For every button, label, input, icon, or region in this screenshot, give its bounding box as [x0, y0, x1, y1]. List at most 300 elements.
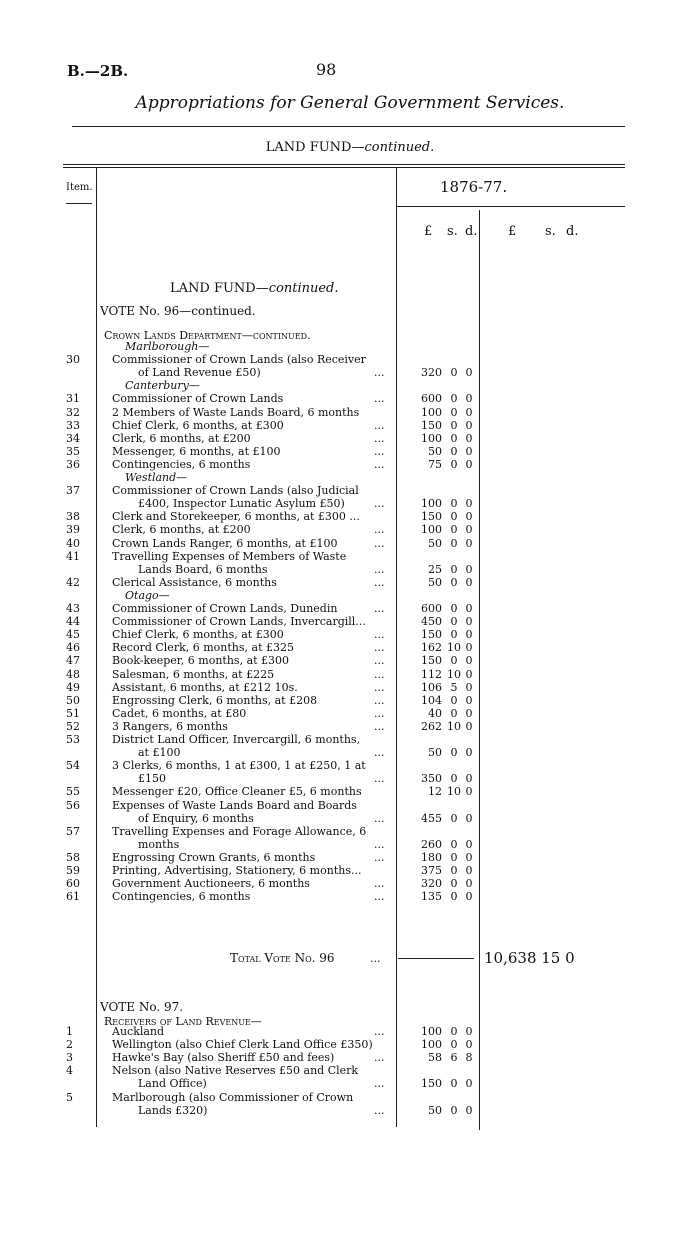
amount-pounds: 75	[428, 457, 442, 471]
item-number: 60	[66, 877, 80, 891]
item-description: Commissioner of Crown Lands (also Judicial	[112, 484, 359, 498]
item-description: Contingencies, 6 months	[112, 890, 251, 904]
amount-pence: 0	[465, 693, 473, 707]
item-number: 31	[66, 392, 80, 406]
leader-dots: ...	[374, 641, 385, 655]
table-row	[0, 603, 700, 615]
item-number: 46	[66, 641, 80, 655]
table-row	[0, 1039, 700, 1051]
amount-pence: 0	[465, 536, 473, 550]
amount-shillings: 0	[450, 746, 458, 760]
amount-pounds: 50	[428, 1103, 442, 1117]
amount-shillings: 5	[450, 680, 458, 694]
item-number: 57	[66, 824, 80, 838]
item-description: Clerk, 6 months, at £200	[112, 431, 251, 445]
leader-dots: ...	[374, 1025, 385, 1038]
section-heading-main: LAND FUND—	[170, 281, 269, 296]
item-description: Clerical Assistance, 6 months	[112, 575, 277, 589]
amount-pence: 0	[465, 418, 473, 432]
amount-pounds: 150	[421, 1077, 442, 1091]
vote-97-title: VOTE No. 97.	[100, 1000, 184, 1014]
leader-dots: ...	[374, 1051, 385, 1065]
amount-shillings: 0	[450, 890, 458, 904]
amount-pence: 0	[465, 444, 473, 458]
vote-96-title: VOTE No. 96—continued.	[100, 304, 256, 318]
item-number: 2	[66, 1038, 73, 1052]
amount-pence: 0	[465, 628, 473, 642]
item-description: Wellington (also Chief Clerk Land Office £350)	[112, 1038, 373, 1052]
table-row	[0, 1065, 700, 1077]
leader-dots: ...	[374, 444, 385, 458]
amount-pence: 0	[465, 890, 473, 904]
item-description: Messenger £20, Office Cleaner £5, 6 months	[112, 785, 362, 799]
leader-dots: ...	[374, 1103, 385, 1117]
page-number: 98	[316, 60, 337, 79]
amount-pence: 0	[465, 392, 473, 406]
table-row	[0, 760, 700, 772]
item-description: Engrossing Crown Grants, 6 months	[112, 850, 316, 864]
table-row	[0, 891, 700, 903]
amount-shillings: 0	[450, 850, 458, 864]
page-subtitle	[0, 140, 700, 155]
amount-pence: 8	[465, 1051, 473, 1065]
table-row	[0, 616, 700, 628]
pounds-header-2: £	[508, 224, 517, 239]
leader-dots: ...	[374, 654, 385, 668]
subtitle-main: LAND FUND—	[265, 140, 365, 155]
table-top-rule-2	[63, 167, 625, 168]
amount-pence: 0	[465, 837, 473, 851]
item-number: 43	[66, 602, 80, 615]
amount-pounds: 150	[421, 628, 442, 642]
leader-dots: ...	[374, 628, 385, 642]
amount-pence: 0	[465, 602, 473, 615]
amount-shillings: 0	[450, 706, 458, 720]
leader-dots: ...	[374, 667, 385, 681]
table-row	[0, 367, 700, 379]
item-description: Printing, Advertising, Stationery, 6 months...	[112, 864, 362, 877]
item-description: Westland—	[125, 471, 188, 484]
table-row	[0, 747, 700, 759]
subtitle-continued: continued.	[364, 140, 435, 155]
item-number: 4	[66, 1064, 73, 1078]
table-row	[0, 786, 700, 798]
section-heading-continued: continued.	[268, 281, 339, 296]
amount-pounds: 112	[421, 667, 442, 681]
table-top-rule	[63, 164, 625, 165]
table-row	[0, 642, 700, 654]
amount-shillings: 6	[450, 1051, 458, 1065]
shillings-header-1: s.	[447, 224, 458, 239]
amount-pounds: 100	[421, 497, 442, 511]
amount-shillings: 0	[450, 772, 458, 786]
amount-shillings: 10	[447, 667, 461, 681]
amount-pence: 0	[465, 431, 473, 445]
table-row	[0, 433, 700, 445]
item-number: 54	[66, 759, 80, 773]
amount-shillings: 0	[450, 654, 458, 668]
amount-pence: 0	[465, 366, 473, 380]
table-row	[0, 564, 700, 576]
vote-96-total-amount: 10,638 15 0	[484, 949, 575, 967]
item-number: 3	[66, 1051, 73, 1065]
table-row	[0, 1026, 700, 1038]
amount-pounds: 320	[421, 366, 442, 380]
pence-header-1: d.	[465, 224, 478, 239]
amount-pounds: 100	[421, 431, 442, 445]
amount-shillings: 0	[450, 444, 458, 458]
item-description: of Enquiry, 6 months	[138, 811, 254, 825]
item-description: Cadet, 6 months, at £80	[112, 706, 247, 720]
item-number: 39	[66, 523, 80, 537]
amount-pounds: 100	[421, 405, 442, 419]
item-description: Commissioner of Crown Lands, Invercargill...	[112, 615, 366, 629]
amount-shillings: 0	[450, 562, 458, 576]
item-description: Auckland	[112, 1025, 165, 1038]
table-row	[0, 878, 700, 890]
leader-dots: ...	[374, 1077, 385, 1091]
amount-pounds: 150	[421, 418, 442, 432]
item-number: 37	[66, 484, 80, 498]
table-row	[0, 538, 700, 550]
amount-pounds: 162	[421, 641, 442, 655]
table-row	[0, 1078, 700, 1090]
amount-pounds: 375	[421, 864, 442, 877]
item-description: Nelson (also Native Reserves £50 and Clerk	[112, 1064, 359, 1078]
year-underline	[396, 206, 625, 207]
table-row	[0, 577, 700, 589]
item-number: 36	[66, 457, 80, 471]
amount-shillings: 0	[450, 1038, 458, 1052]
amount-pounds: 600	[421, 392, 442, 406]
amount-pounds: 262	[421, 719, 442, 733]
amount-pounds: 100	[421, 1038, 442, 1052]
amount-pounds: 50	[428, 536, 442, 550]
item-column-header: Item.	[66, 182, 93, 193]
table-row	[0, 655, 700, 667]
item-description: District Land Officer, Invercargill, 6 months,	[112, 733, 361, 746]
item-description: of Land Revenue £50)	[138, 366, 261, 380]
amount-pence: 0	[465, 615, 473, 629]
table-row	[0, 695, 700, 707]
leader-dots: ...	[374, 877, 385, 891]
table-row	[0, 773, 700, 785]
amount-pounds: 600	[421, 602, 442, 615]
vote-97-department: Receivers of Land Revenue—	[104, 1015, 262, 1028]
amount-pounds: 40	[428, 706, 442, 720]
pounds-header-1: £	[424, 224, 433, 239]
amount-shillings: 0	[450, 877, 458, 891]
amount-shillings: 0	[450, 628, 458, 642]
item-number: 1	[66, 1025, 73, 1038]
table-row	[0, 708, 700, 720]
item-number: 55	[66, 785, 80, 799]
table-row	[0, 852, 700, 864]
item-description: £150	[138, 772, 166, 786]
item-description: Commissioner of Crown Lands (also Receiver	[112, 353, 366, 367]
table-row	[0, 800, 700, 812]
item-number: 47	[66, 654, 80, 668]
item-number: 48	[66, 667, 80, 681]
table-row	[0, 839, 700, 851]
amount-pence: 0	[465, 746, 473, 760]
table-row	[0, 472, 700, 484]
vote-96-department: Crown Lands Department—continued.	[104, 329, 311, 342]
amount-pounds: 50	[428, 575, 442, 589]
amount-shillings: 0	[450, 366, 458, 380]
item-number: 40	[66, 536, 80, 550]
item-number: 41	[66, 549, 80, 563]
table-row	[0, 446, 700, 458]
amount-shillings: 0	[450, 864, 458, 877]
item-description: 3 Rangers, 6 months	[112, 719, 228, 733]
table-row	[0, 354, 700, 366]
amount-pence: 0	[465, 1077, 473, 1091]
amount-pounds: 50	[428, 444, 442, 458]
item-number: 45	[66, 628, 80, 642]
item-description: Record Clerk, 6 months, at £325	[112, 641, 294, 655]
amount-pence: 0	[465, 864, 473, 877]
shillings-header-2: s.	[545, 224, 556, 239]
leader-dots: ...	[374, 418, 385, 432]
item-description: Government Auctioneers, 6 months	[112, 877, 310, 891]
item-number: 52	[66, 719, 80, 733]
title-rule	[72, 126, 625, 127]
pence-header-2: d.	[566, 224, 579, 239]
amount-shillings: 0	[450, 431, 458, 445]
amount-pounds: 135	[421, 890, 442, 904]
item-description: Assistant, 6 months, at £212 10s.	[112, 680, 298, 694]
amount-pence: 0	[465, 1025, 473, 1038]
table-row	[0, 1092, 700, 1104]
amount-pence: 0	[465, 523, 473, 537]
table-row	[0, 865, 700, 877]
item-number: 5	[66, 1090, 73, 1104]
item-description: Hawke's Bay (also Sheriff £50 and fees)	[112, 1051, 335, 1065]
leader-dots: ...	[374, 562, 385, 576]
amount-pounds: 260	[421, 837, 442, 851]
amount-pounds: 104	[421, 693, 442, 707]
vote-96-total-dots: ...	[370, 952, 381, 965]
item-number: 33	[66, 418, 80, 432]
item-description: Chief Clerk, 6 months, at £300	[112, 418, 284, 432]
table-row	[0, 682, 700, 694]
amount-pounds: 106	[421, 680, 442, 694]
item-description: Crown Lands Ranger, 6 months, at £100	[112, 536, 338, 550]
amount-shillings: 0	[450, 1077, 458, 1091]
amount-pounds: 100	[421, 1025, 442, 1038]
table-row	[0, 721, 700, 733]
amount-pence: 0	[465, 680, 473, 694]
amount-pence: 0	[465, 1038, 473, 1052]
amount-pence: 0	[465, 641, 473, 655]
amount-shillings: 10	[447, 719, 461, 733]
item-number: 53	[66, 733, 80, 746]
vote-96-total-label: Total Vote No. 96	[230, 951, 335, 965]
item-number: 49	[66, 680, 80, 694]
amount-shillings: 10	[447, 785, 461, 799]
table-row	[0, 629, 700, 641]
amount-pence: 0	[465, 497, 473, 511]
item-description: Lands Board, 6 months	[138, 562, 268, 576]
item-description: Otago—	[125, 588, 170, 602]
leader-dots: ...	[374, 772, 385, 786]
table-row	[0, 459, 700, 471]
item-description: Messenger, 6 months, at £100	[112, 444, 281, 458]
section-heading	[170, 281, 339, 296]
total-line-left	[398, 958, 474, 959]
item-description: Engrossing Clerk, 6 months, at £208	[112, 693, 318, 707]
amount-pounds: 150	[421, 654, 442, 668]
item-number: 35	[66, 444, 80, 458]
leader-dots: ...	[374, 536, 385, 550]
table-row	[0, 551, 700, 563]
leader-dots: ...	[374, 837, 385, 851]
item-number: 51	[66, 706, 80, 720]
item-number: 56	[66, 798, 80, 812]
amount-shillings: 0	[450, 405, 458, 419]
item-number: 59	[66, 864, 80, 877]
item-description: Commissioner of Crown Lands	[112, 392, 284, 406]
table-row	[0, 590, 700, 602]
table-row	[0, 485, 700, 497]
amount-pounds: 58	[428, 1051, 442, 1065]
table-row	[0, 393, 700, 405]
amount-pence: 0	[465, 405, 473, 419]
amount-shillings: 0	[450, 811, 458, 825]
amount-pence: 0	[465, 850, 473, 864]
amount-pence: 0	[465, 772, 473, 786]
item-description: 3 Clerks, 6 months, 1 at £300, 1 at £250, 1 at	[112, 759, 366, 773]
amount-pounds: 320	[421, 877, 442, 891]
item-description: months	[138, 837, 180, 851]
page-title: Appropriations for General Government Services.	[135, 93, 565, 113]
table-row	[0, 524, 700, 536]
item-number: 38	[66, 510, 80, 524]
table-row	[0, 511, 700, 523]
amount-pence: 0	[465, 811, 473, 825]
leader-dots: ...	[374, 523, 385, 537]
leader-dots: ...	[374, 497, 385, 511]
item-header-underline	[66, 203, 92, 204]
leader-dots: ...	[374, 431, 385, 445]
amount-shillings: 0	[450, 1103, 458, 1117]
amount-pounds: 50	[428, 746, 442, 760]
leader-dots: ...	[374, 366, 385, 380]
item-number: 34	[66, 431, 80, 445]
table-row	[0, 380, 700, 392]
item-number: 50	[66, 693, 80, 707]
item-description: Land Office)	[138, 1077, 207, 1091]
leader-dots: ...	[374, 575, 385, 589]
table-row	[0, 341, 700, 353]
amount-shillings: 10	[447, 641, 461, 655]
amount-pence: 0	[465, 785, 473, 799]
amount-shillings: 0	[450, 510, 458, 524]
amount-shillings: 0	[450, 615, 458, 629]
table-row	[0, 669, 700, 681]
item-number: 32	[66, 405, 80, 419]
table-row	[0, 1105, 700, 1117]
item-description: Travelling Expenses of Members of Waste	[112, 549, 347, 563]
amount-pounds: 455	[421, 811, 442, 825]
leader-dots: ...	[374, 811, 385, 825]
amount-pence: 0	[465, 1103, 473, 1117]
table-row	[0, 498, 700, 510]
item-description: Clerk, 6 months, at £200	[112, 523, 251, 537]
leader-dots: ...	[374, 850, 385, 864]
item-description: Travelling Expenses and Forage Allowance, 6	[112, 824, 367, 838]
amount-pence: 0	[465, 654, 473, 668]
table-row	[0, 813, 700, 825]
item-description: Book-keeper, 6 months, at £300	[112, 654, 290, 668]
item-description: Commissioner of Crown Lands, Dunedin	[112, 602, 338, 615]
leader-dots: ...	[374, 890, 385, 904]
leader-dots: ...	[374, 457, 385, 471]
amount-shillings: 0	[450, 392, 458, 406]
amount-pounds: 150	[421, 510, 442, 524]
leader-dots: ...	[374, 719, 385, 733]
amount-pounds: 180	[421, 850, 442, 864]
year-header: 1876-77.	[440, 178, 508, 196]
amount-pounds: 100	[421, 523, 442, 537]
item-description: Expenses of Waste Lands Board and Boards	[112, 798, 357, 812]
leader-dots: ...	[374, 602, 385, 615]
leader-dots: ...	[374, 392, 385, 406]
leader-dots: ...	[374, 680, 385, 694]
item-description: at £100	[138, 746, 181, 760]
amount-shillings: 0	[450, 1025, 458, 1038]
item-description: Lands £320)	[138, 1103, 208, 1117]
amount-pence: 0	[465, 575, 473, 589]
item-description: 2 Members of Waste Lands Board, 6 months	[112, 405, 360, 419]
amount-shillings: 0	[450, 837, 458, 851]
table-row	[0, 734, 700, 746]
item-description: Chief Clerk, 6 months, at £300	[112, 628, 284, 642]
amount-pence: 0	[465, 719, 473, 733]
table-row	[0, 1052, 700, 1064]
table-row	[0, 407, 700, 419]
leader-dots: ...	[374, 693, 385, 707]
amount-shillings: 0	[450, 536, 458, 550]
table-row	[0, 420, 700, 432]
amount-pence: 0	[465, 562, 473, 576]
amount-pence: 0	[465, 667, 473, 681]
leader-dots: ...	[374, 706, 385, 720]
item-description: Clerk and Storekeeper, 6 months, at £300 ...	[112, 510, 360, 524]
amount-shillings: 0	[450, 418, 458, 432]
item-description: Marlborough—	[125, 340, 210, 353]
item-description: Canterbury—	[125, 379, 200, 393]
item-number: 58	[66, 850, 80, 864]
amount-shillings: 0	[450, 523, 458, 537]
amount-pounds: 25	[428, 562, 442, 576]
item-description: £400, Inspector Lunatic Asylum £50)	[138, 497, 345, 511]
amount-pounds: 450	[421, 615, 442, 629]
amount-pounds: 12	[428, 785, 442, 799]
amount-shillings: 0	[450, 602, 458, 615]
item-description: Salesman, 6 months, at £225	[112, 667, 275, 681]
amount-shillings: 0	[450, 457, 458, 471]
table-row	[0, 826, 700, 838]
amount-pence: 0	[465, 457, 473, 471]
item-number: 44	[66, 615, 80, 629]
document-reference: B.—2B.	[67, 62, 129, 80]
item-description: Contingencies, 6 months	[112, 457, 251, 471]
amount-pounds: 350	[421, 772, 442, 786]
amount-shillings: 0	[450, 693, 458, 707]
amount-pence: 0	[465, 510, 473, 524]
